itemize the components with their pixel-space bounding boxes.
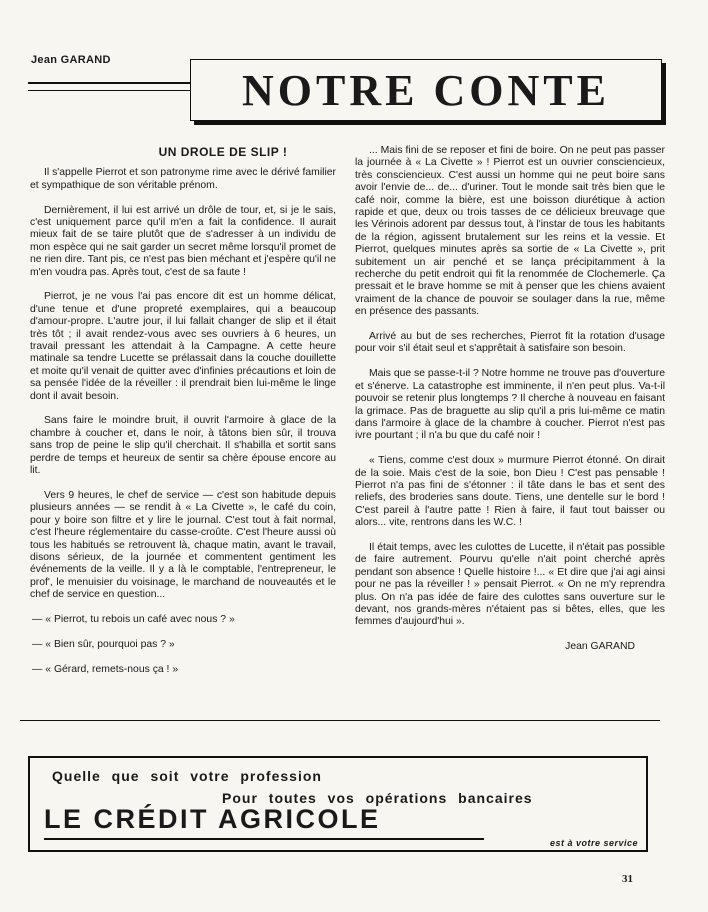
dialog-line: — « Bien sûr, pourquoi pas ? » xyxy=(32,638,175,650)
paragraph: Mais que se passe-t-il ? Notre homme ne trouve pas d'ouverture et s'énerve. La catastrophe est imminente, il n'en peut plus. Va-t-il pouvoir se retenir plus longtemps ? Il cherche à nouveau en faisant la grimace. Pas de braguette au slip qu'il a pris lui-même ce matin dans l'armoire à glace de la chambre à coucher. Pierrot n'est pas ivre pourtant ; il n'a bu que du café noir ! xyxy=(355,368,665,442)
header-rule-thin xyxy=(28,90,190,91)
dialog-line: — « Pierrot, tu rebois un café avec nous ? » xyxy=(32,613,235,625)
author-header: Jean GARAND xyxy=(31,54,111,66)
paragraph: Arrivé au but de ses recherches, Pierrot fit la rotation d'usage pour voir s'il était seul et s'apprêtait à satisfaire son besoin. xyxy=(355,331,665,355)
paragraph: ... Mais fini de se reposer et fini de boire. On ne peut pas passer la journée à « La Civette » ! Pierrot est un ouvrier consciencieux, très consciencieux. C'est aussi un homme qui ne peut boire sans avoir l'envie de... de... d'uriner. Tout le monde sait très bien que le café noir, comme la bière, est une boisson diurétique à action rapide et que, deux ou trois tasses de ce délicieux breuvage que les Vérinois adorent par dessus tout, à l'instar de tous les habitants de la région, agissent brutalement sur les reins et la vessie. Et Pierrot, quelques minutes après sa sortie de « La Civette », prit subitement un air penché et se lança précipitamment à la recherche du petit endroit qui fit la renommée de Clochemerle. Ça pressait et le brave homme se mit à penser que les chiens avaient vraiment de la chance de pouvoir se soulager dans la rue, même en présence des passants. xyxy=(355,145,665,318)
column-left xyxy=(30,146,336,688)
ad-line-profession: Quelle que soit votre profession xyxy=(52,768,322,784)
page-number: 31 xyxy=(622,873,633,885)
paragraph: Sans faire le moindre bruit, il ouvrit l'armoire à glace de la chambre à coucher et, dans le noir, à tâtons bien sûr, il trouva sans trop de peine le slip qu'il cherchait. Il s'habilla et sortit sans perdre de temps et heureux de sentir sa chère épouse encore au lit. xyxy=(30,415,336,477)
page-title: NOTRE CONTE xyxy=(242,65,610,115)
paragraph: Il était temps, avec les culottes de Lucette, il n'était pas possible de faire autrement. Pourvu qu'elle n'ait point cherché après pendant son absence ! Quelle histoire !... « Et dire que j'ai agi ainsi pour ne pas la réveiller ! » pensait Pierrot. « On ne m'y reprendra plus. On n'a pas idée de faire des culottes sans ouverture sur le devant, nos grands-mères n'étaient pas si bêtes, elles, que les femmes d'aujourd'hui ». xyxy=(355,541,665,628)
ad-line-operations: Pour toutes vos opérations bancaires xyxy=(222,790,533,806)
ad-brand-underline xyxy=(44,838,484,840)
section-divider xyxy=(20,720,660,721)
column-right xyxy=(355,145,665,654)
title-box xyxy=(190,59,662,121)
paragraph: Il s'appelle Pierrot et son patronyme rime avec le dérivé familier et sympathique de son véritable prénom. xyxy=(30,167,336,191)
paragraph: Pierrot, je ne vous l'ai pas encore dit est un homme délicat, d'une tenue et d'une propreté exemplaires, qui a beaucoup d'amour-propre. L'autre jour, il lui fallait changer de slip et il était très tôt ; il avait rendez-vous avec ses ouvriers à 6 heures, un travail pressant les attendait à la Campagne. A cette heure matinale sa tendre Lucette se prélassait dans la couche douillette et moite qu'il venait de quitter avec d'infinies précautions et loin de sa pensée l'idée de la réveiller : il prendrait bien lui-même le linge dont il avait besoin. xyxy=(30,291,336,402)
dialog-line: — « Gérard, remets-nous ça ! » xyxy=(32,663,179,675)
ad-brand: LE CRÉDIT AGRICOLE xyxy=(44,804,381,834)
advertisement-box xyxy=(28,756,648,852)
story-title: UN DROLE DE SLIP ! xyxy=(158,145,288,159)
paragraph: Dernièrement, il lui est arrivé un drôle de tour, et, si je le sais, c'est uniquement parce qu'il m'en a fait la confidence. Il aurait mieux fait de se taire plutôt que de s'adresser à un individu de mon espèce qui ne sait garder un secret même lorsqu'il promet de ne rien dire. Tant pis, ce n'est pas bien méchant et j'espère qu'il ne m'en voudra pas. Après tout, c'est de sa faute ! xyxy=(30,204,336,278)
paragraph: Vers 9 heures, le chef de service — c'est son habitude depuis plusieurs années — se rendit à « La Civette », le café du coin, pour y boire son filtre et y lire le journal. C'est tout à fait normal, c'est l'heure réglementaire du casse-croûte. C'est l'heure aussi où tous les habitués se retrouvent là, chaque matin, avant le travail, disons sérieux, de la journée et commentent gentiment les événements de la veille. Il y a là le comptable, l'entrepreneur, le prof', le menuisier du voisinage, le marchand de nouveautés et le chef de service en question... xyxy=(30,489,336,601)
signature: Jean GARAND xyxy=(565,641,635,653)
header-rule xyxy=(28,82,190,84)
ad-line-service: est à votre service xyxy=(549,838,638,848)
paragraph: « Tiens, comme c'est doux » murmure Pierrot étonné. On dirait de la soie. Mais c'est de la soie, bon Dieu ! C'est pas pensable ! Pierrot n'a pas fini de s'étonner : il tâte dans le bas et sent des reliefs, des broderies sans doute. Tiens, une dentelle sur le bord ! C'est pareil à l'autre patte ! Rien à faire, il faut tout baisser ou alors... vite, rentrons dans les W.C. ! xyxy=(355,455,665,529)
